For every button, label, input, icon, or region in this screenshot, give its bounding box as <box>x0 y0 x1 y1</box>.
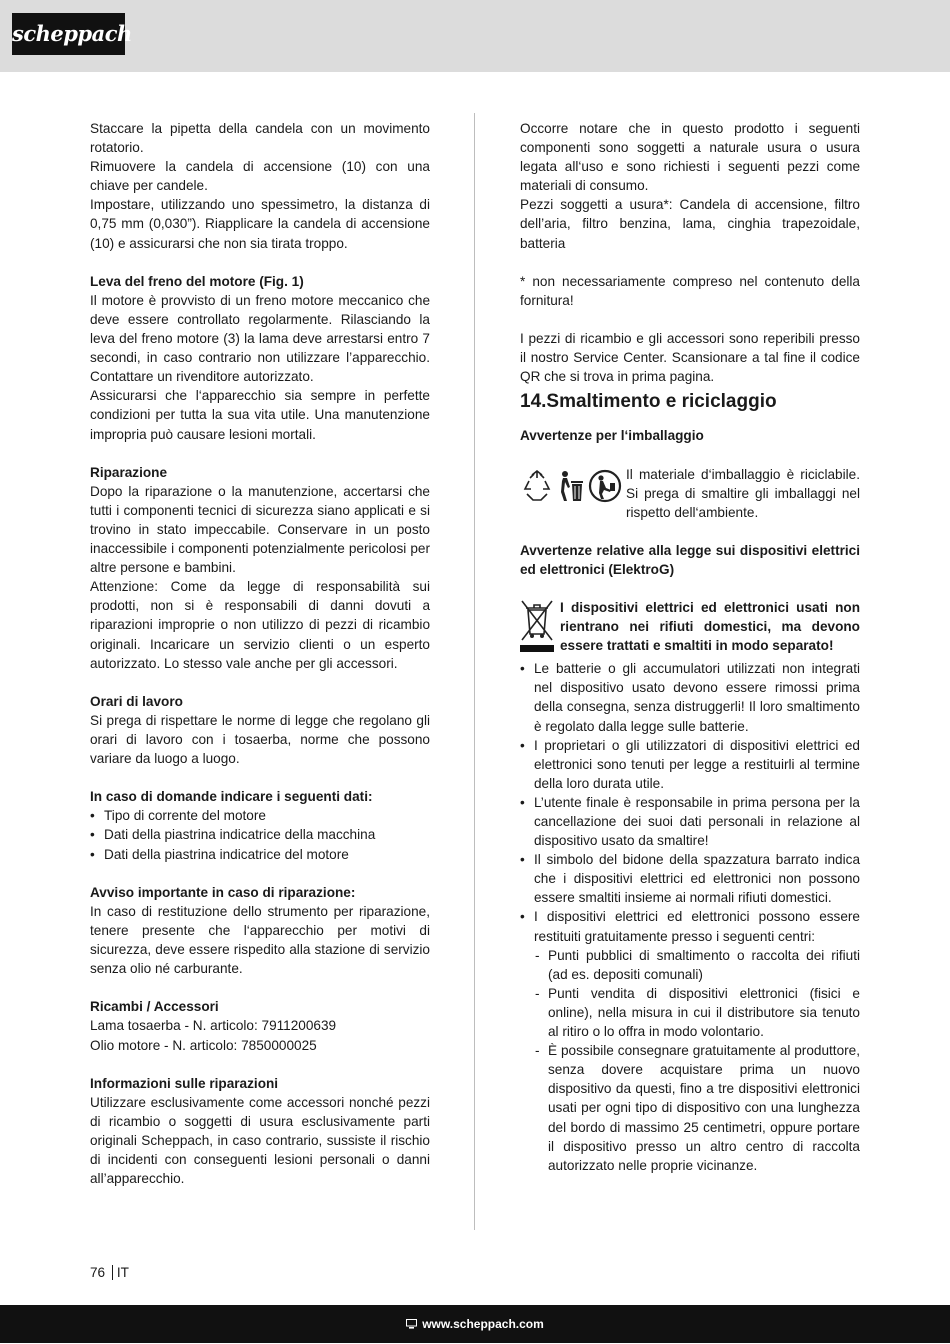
questions-list <box>90 806 430 863</box>
collection-points-list <box>534 946 860 1175</box>
paragraph: Pezzi soggetti a usura*: Candela di accensione, filtro dell’aria, filtro benzina, lama, cinghia trapezoidale, batteria <box>520 197 860 251</box>
paragraph: Rimuovere la candela di accensione (10) con una chiave per candele. <box>90 159 430 194</box>
sub-list-item: - Punti pubblici di smaltimento o raccolta dei rifiuti (ad es. depositi comunali) <box>534 946 860 984</box>
list-item: • Dati della piastrina indicatrice della macchina <box>90 825 430 844</box>
weee-warning-row <box>520 598 860 659</box>
packaging-icons <box>520 465 626 503</box>
column-divider <box>474 113 475 1230</box>
heading-hours: Orari di lavoro <box>90 693 183 709</box>
website-link[interactable]: www.scheppach.com <box>422 1317 544 1331</box>
section-heading <box>520 390 860 414</box>
paragraph: Assicurarsi che l‘apparecchio sia sempre in perfette condizioni per tutta la sua vita utile. Una manutenzione impropria può causare lesioni mortali. <box>90 388 430 442</box>
list-item: • Il simbolo del bidone della spazzatura barrato indica che i dispositivi elettrici ed elettronici non possono essere smaltiti insieme ai normali rifiuti domestici. <box>520 850 860 907</box>
trash-disposal-icon <box>556 469 586 503</box>
list-item <box>520 907 860 1174</box>
weee-bullets <box>520 659 860 1175</box>
footnote: * non necessariamente compreso nel contenuto della fornitura! <box>520 273 860 308</box>
page-number-value: 76 <box>90 1265 106 1280</box>
paragraph: I pezzi di ricambio e gli accessori sono reperibili presso il nostro Service Center. Scansionare a tal fine il codice QR che si trova in prima pagina. <box>520 331 860 385</box>
crossed-bin-icon <box>520 598 554 654</box>
list-item: • Tipo di corrente del motore <box>90 806 430 825</box>
section-number: 14. <box>520 391 547 413</box>
list-item: • Le batterie o gli accumulatori utilizzati non integrati nel dispositivo usato devono essere rimossi prima della consegna, senza distruggerli! Il loro smaltimento è regolato dalla legge sulle batterie. <box>520 659 860 735</box>
spare-line: Olio motore - N. articolo: 7850000025 <box>90 1037 317 1053</box>
paragraph: Il motore è provvisto di un freno motore meccanico che deve essere controllato regolarmente. Rilasciando la leva del freno motore (3) la lama deve arrestarsi entro 7 secondi, in caso contrario non utilizzare l’apparecchio. Contattare un rivenditore autorizzato. <box>90 292 430 385</box>
brand-logo[interactable]: scheppach <box>12 13 125 55</box>
header-bar <box>0 0 950 72</box>
footer-bar <box>0 1305 950 1343</box>
list-item: • I proprietari o gli utilizzatori di dispositivi elettrici ed elettronici sono tenuti per legge a restituirli al termine della loro durata utile. <box>520 736 860 793</box>
list-item-text: I dispositivi elettrici ed elettronici possono essere restituiti gratuitamente presso i seguenti centri: <box>534 909 860 944</box>
sub-list-item: - È possibile consegnare gratuitamente al produttore, senza dovere acquistare prima un nuovo dispositivo da questi, fino a tre dispositivi elettronici usati per ogni tipo di dispositivo con una lunghezza del bordo di massimo 25 centimetri, oppure portare il dispositivo presso un altro centro di raccolta autorizzato nelle proprie vicinanze. <box>534 1041 860 1175</box>
left-column <box>90 119 430 1188</box>
heading-repair: Riparazione <box>90 464 168 480</box>
paragraph: Occorre notare che in questo prodotto i seguenti componenti sono soggetti a naturale usura o usura legata all‘uso e sono richiesti i seguenti pezzi come materiali di consumo. <box>520 121 860 194</box>
heading-weee: Avvertenze relative alla legge sui dispositivi elettrici ed elettronici (ElektroG) <box>520 542 860 577</box>
paragraph: Impostare, utilizzando uno spessimetro, la distanza di 0,75 mm (0,030”). Riapplicare la candela di accensione (10) e assicurarsi che non sia tirata troppo. <box>90 197 430 251</box>
paragraph: Staccare la pipetta della candela con un movimento rotatorio. <box>90 121 430 156</box>
heading-brake: Leva del freno del motore (Fig. 1) <box>90 273 304 289</box>
heading-spares: Ricambi / Accessori <box>90 999 219 1015</box>
weee-warning-text: I dispositivi elettrici ed elettronici usati non rientrano nei rifiuti domestici, ma devono essere trattati e smaltiti in modo separato! <box>560 600 860 654</box>
section-title: Smaltimento e riciclaggio <box>546 391 777 413</box>
paragraph: Si prega di rispettare le norme di legge che regolano gli orari di lavoro con i tosaerba, norme che possono variare da luogo a luogo. <box>90 712 430 767</box>
sub-list-item: - Punti vendita di dispositivi elettronici (fisici e online), nella misura in cui il distributore sia tenuto al ritiro o lo offra in modo volontario. <box>534 984 860 1041</box>
paragraph: Dopo la riparazione o la manutenzione, accertarsi che tutti i componenti tecnici di sicurezza siano applicati e si trovino in stato impeccabile. Conservare in un posto inaccessibile i componenti potenzialmente pericolosi per altre persone e bambini. <box>90 483 430 576</box>
heading-questions: In caso di domande indicare i seguenti dati: <box>90 789 373 805</box>
recycle-icon <box>520 469 554 503</box>
heading-notice: Avviso importante in caso di riparazione: <box>90 884 356 900</box>
spare-line: Lama tosaerba - N. articolo: 7911200639 <box>90 1018 337 1034</box>
paragraph: Attenzione: Come da legge di responsabilità sui prodotti, non si è responsabili di danni dovuti a riparazioni improprie o non utilizzo di pezzi di ricambio originali. Incaricare un servizio clienti o un esperto autorizzato. Lo stesso vale anche per gli accessori. <box>90 579 430 671</box>
paragraph: Utilizzare esclusivamente come accessori nonché pezzi di ricambio o soggetti di usura esclusivamente parti originali Scheppach, in caso contrario, sussiste il rischio di incidenti con conseguenti lesioni personali o danni all’apparecchio. <box>90 1094 430 1187</box>
heading-packaging: Avvertenze per l‘imballaggio <box>520 428 704 444</box>
weee-symbol <box>520 598 560 659</box>
heading-info: Informazioni sulle riparazioni <box>90 1075 279 1091</box>
page-number <box>90 1265 129 1280</box>
right-column <box>520 119 860 1175</box>
packaging-row <box>520 465 860 522</box>
tidyman-icon <box>588 469 622 503</box>
paragraph: In caso di restituzione dello strumento per riparazione, tenere presente che l‘apparecchio per motivi di sicurezza, deve essere rispedito alla stazione di servizio senza olio né carburante. <box>90 903 430 977</box>
list-item: • Dati della piastrina indicatrice del motore <box>90 845 430 864</box>
packaging-text: Il materiale d‘imballaggio è riciclabile. Si prega di smaltire gli imballaggi nel rispetto dell‘ambiente. <box>626 466 860 520</box>
list-item: • L’utente finale è responsabile in prima persona per la cancellazione dei suoi dati personali in relazione al dispositivo usato da smaltire! <box>520 793 860 850</box>
language-code: IT <box>116 1265 129 1280</box>
monitor-icon <box>406 1306 417 1344</box>
